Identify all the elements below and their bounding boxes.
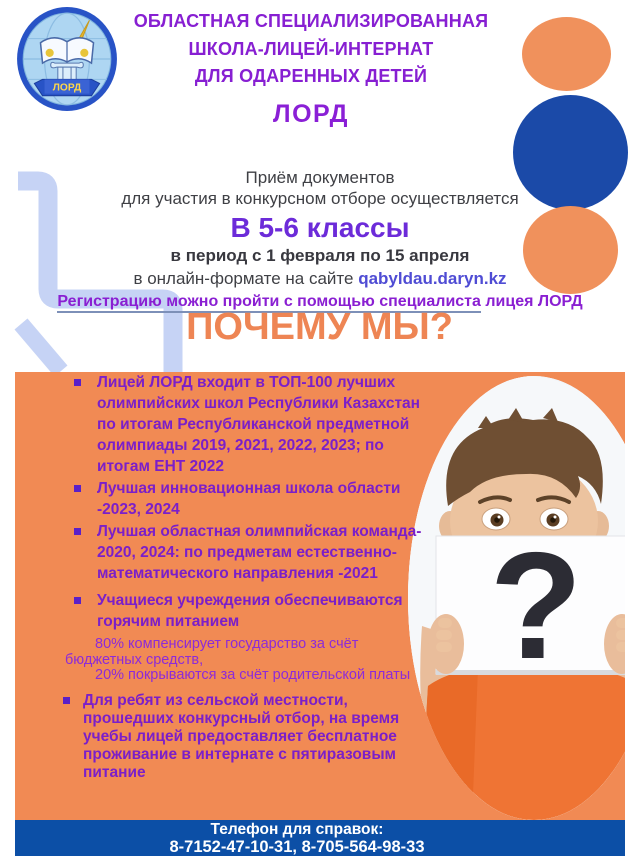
admission-line-1: Приём документов	[245, 168, 395, 187]
footer-bar	[15, 820, 625, 856]
benefit-rural-boarding: Для ребят из сельской местности, прошедших конкурсный отбор, на время учебы лицей предоставляет бесплатное проживание в интернате с пятиразовым питание	[61, 692, 441, 782]
registration-tail: лицея ЛОРД	[480, 293, 583, 310]
benefit-top100: Лицей ЛОРД входит в ТОП-100 лучших олимпийских школ Республики Казахстан по итогам Республиканской предметной олимпиады 2019, 2021, 2022, 2023; по итогам ЕНТ 2022	[61, 372, 435, 477]
why-us-title: ПОЧЕМУ МЫ?	[186, 306, 453, 348]
admission-block	[40, 167, 600, 314]
school-logo	[16, 6, 118, 112]
benefit-innovative-school: Лучшая инновационная школа области -2023, 2024	[61, 478, 435, 520]
site-link[interactable]: qabyldau.daryn.kz	[358, 269, 507, 288]
orange-circle-top	[522, 17, 611, 91]
phone-numbers: 8-7152-47-10-31, 8-705-564-98-33	[169, 838, 425, 856]
phone-label: Телефон для справок:	[210, 821, 384, 838]
logo-banner-text: ЛОРД	[52, 82, 82, 94]
benefit-olympiad-team: Лучшая областная олимпийская команда- 2020, 2024: по предметам естественно-математического направления -2021	[61, 521, 435, 584]
period-line: в период с 1 февраля по 15 апреля	[170, 246, 470, 265]
funding-details	[65, 637, 419, 684]
online-line	[40, 267, 600, 290]
funding-line-2: 20% покрываются за счёт родительской платы	[95, 667, 411, 683]
grades-line: В 5-6 классы	[230, 212, 410, 243]
title-line-2: ШКОЛА-ЛИЦЕЙ-ИНТЕРНАТ	[188, 38, 434, 59]
benefits-list	[61, 372, 435, 782]
benefit-hot-meals: Учащиеся учреждения обеспечиваются горячим питанием	[61, 590, 435, 632]
funding-line-1: 80% компенсирует государство за счёт бюджетных средств,	[65, 636, 359, 668]
header-title-block	[128, 8, 494, 129]
brand-name: ЛОРД	[273, 99, 349, 128]
question-mark: ?	[489, 521, 583, 691]
online-prefix: в онлайн-формате на сайте	[133, 269, 359, 288]
benefits-panel	[15, 372, 625, 820]
title-line-1: ОБЛАСТНАЯ СПЕЦИАЛИЗИРОВАННАЯ	[133, 11, 489, 31]
admission-line-2: для участия в конкурсном отборе осуществляется	[121, 189, 519, 208]
registration-underlined: Регистрацию можно пройти с помощью специалиста	[57, 293, 481, 313]
title-line-3: ДЛЯ ОДАРЕННЫХ ДЕТЕЙ	[194, 66, 428, 86]
